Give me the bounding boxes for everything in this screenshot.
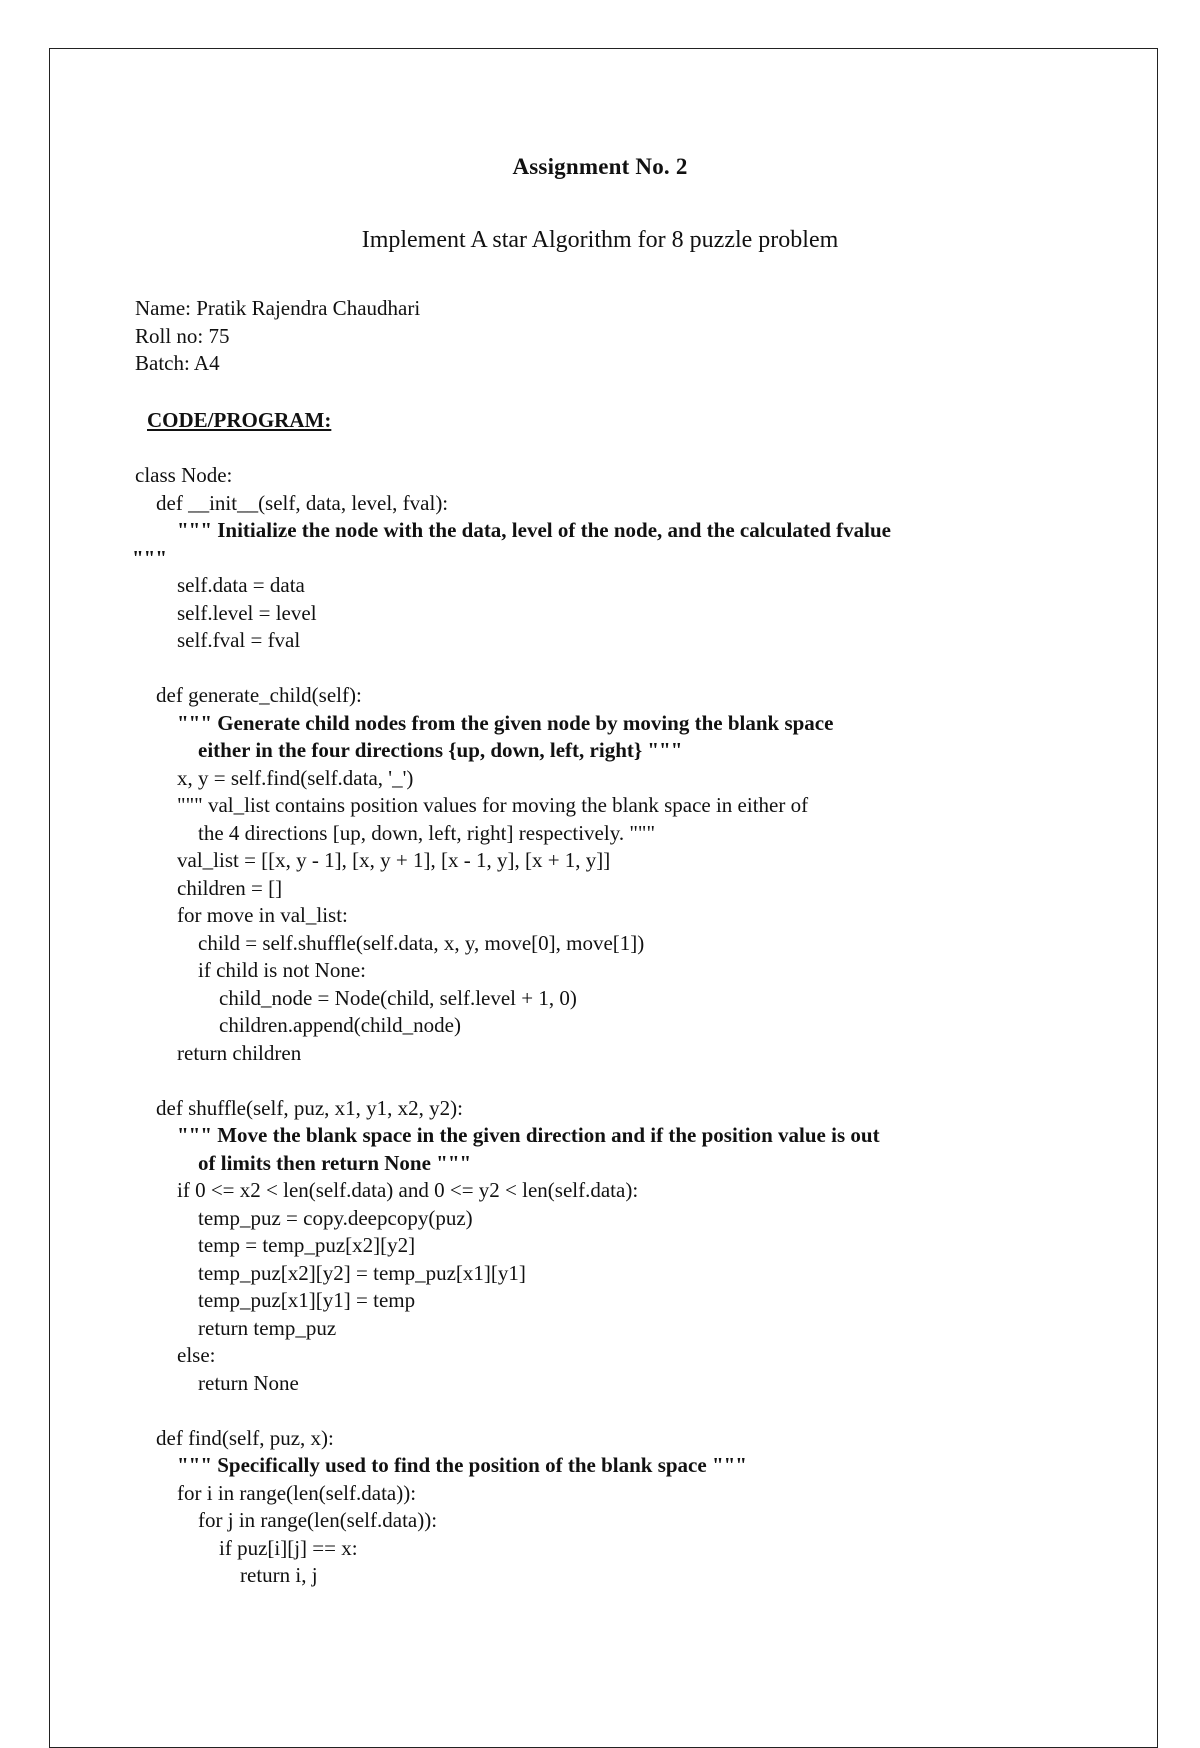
code-line: either in the four directions {up, down, left, right} """ — [135, 738, 683, 762]
code-line: def find(self, puz, x): — [135, 1425, 334, 1450]
code-line: def generate_child(self): — [135, 683, 362, 707]
code-line: self.fval = fval — [135, 628, 301, 652]
student-info — [135, 295, 420, 378]
code-line: temp_puz[x1][y1] = temp — [135, 1288, 416, 1312]
code-line: self.level = level — [135, 600, 317, 625]
code-line: """ val_list contains position values for moving the blank space in either of — [135, 793, 809, 817]
code-line: if puz[i][j] == x: — [135, 1535, 358, 1560]
code-line: """ — [132, 545, 167, 570]
code-block — [132, 462, 891, 1590]
code-line: children.append(child_node) — [135, 1013, 461, 1037]
code-line: children = [] — [135, 875, 283, 900]
code-line: if child is not None: — [135, 958, 366, 982]
code-line: the 4 directions [up, down, left, right] respectively. """ — [135, 820, 656, 845]
code-line: """ Specifically used to find the position of the blank space """ — [135, 1453, 747, 1477]
student-batch: Batch: A4 — [135, 351, 220, 375]
code-line: def __init__(self, data, level, fval): — [135, 490, 449, 515]
code-line: val_list = [[x, y - 1], [x, y + 1], [x - 1, y], [x + 1, y]] — [135, 848, 611, 872]
code-line — [135, 1397, 891, 1425]
code-line: temp_puz[x2][y2] = temp_puz[x1][y1] — [135, 1260, 526, 1285]
code-line: return i, j — [135, 1563, 318, 1587]
code-line: for i in range(len(self.data)): — [135, 1480, 417, 1505]
document-title: Assignment No. 2 — [512, 154, 688, 179]
code-line: for move in val_list: — [135, 903, 348, 927]
code-line: if 0 <= x2 < len(self.data) and 0 <= y2 < len(self.data): — [135, 1178, 639, 1202]
code-line: for j in range(len(self.data)): — [135, 1508, 438, 1532]
code-line: """ Generate child nodes from the given node by moving the blank space — [135, 710, 834, 735]
student-name: Name: Pratik Rajendra Chaudhari — [135, 296, 421, 320]
code-section-heading: CODE/PROGRAM: — [147, 408, 332, 432]
code-line: temp_puz = copy.deepcopy(puz) — [135, 1205, 473, 1230]
code-line: else: — [135, 1343, 216, 1367]
code-line: """ Move the blank space in the given direction and if the position value is out — [135, 1123, 880, 1147]
code-line: return None — [135, 1370, 299, 1395]
document-subtitle: Implement A star Algorithm for 8 puzzle problem — [361, 227, 839, 253]
code-line: """ Initialize the node with the data, level of the node, and the calculated fvalue — [135, 518, 891, 542]
code-line: x, y = self.find(self.data, '_') — [135, 765, 414, 790]
student-roll-no: Roll no: 75 — [135, 323, 230, 348]
code-line: def shuffle(self, puz, x1, y1, x2, y2): — [135, 1095, 463, 1120]
code-line: return children — [135, 1040, 302, 1065]
code-line: temp = temp_puz[x2][y2] — [135, 1233, 416, 1257]
code-line: child = self.shuffle(self.data, x, y, move[0], move[1]) — [135, 930, 645, 955]
code-line: return temp_puz — [135, 1315, 337, 1340]
code-line — [135, 655, 891, 683]
code-line: child_node = Node(child, self.level + 1, 0) — [135, 985, 577, 1010]
code-line: class Node: — [135, 463, 233, 487]
code-line: self.data = data — [135, 573, 305, 597]
code-line: of limits then return None """ — [135, 1150, 472, 1175]
code-line — [135, 1067, 891, 1095]
